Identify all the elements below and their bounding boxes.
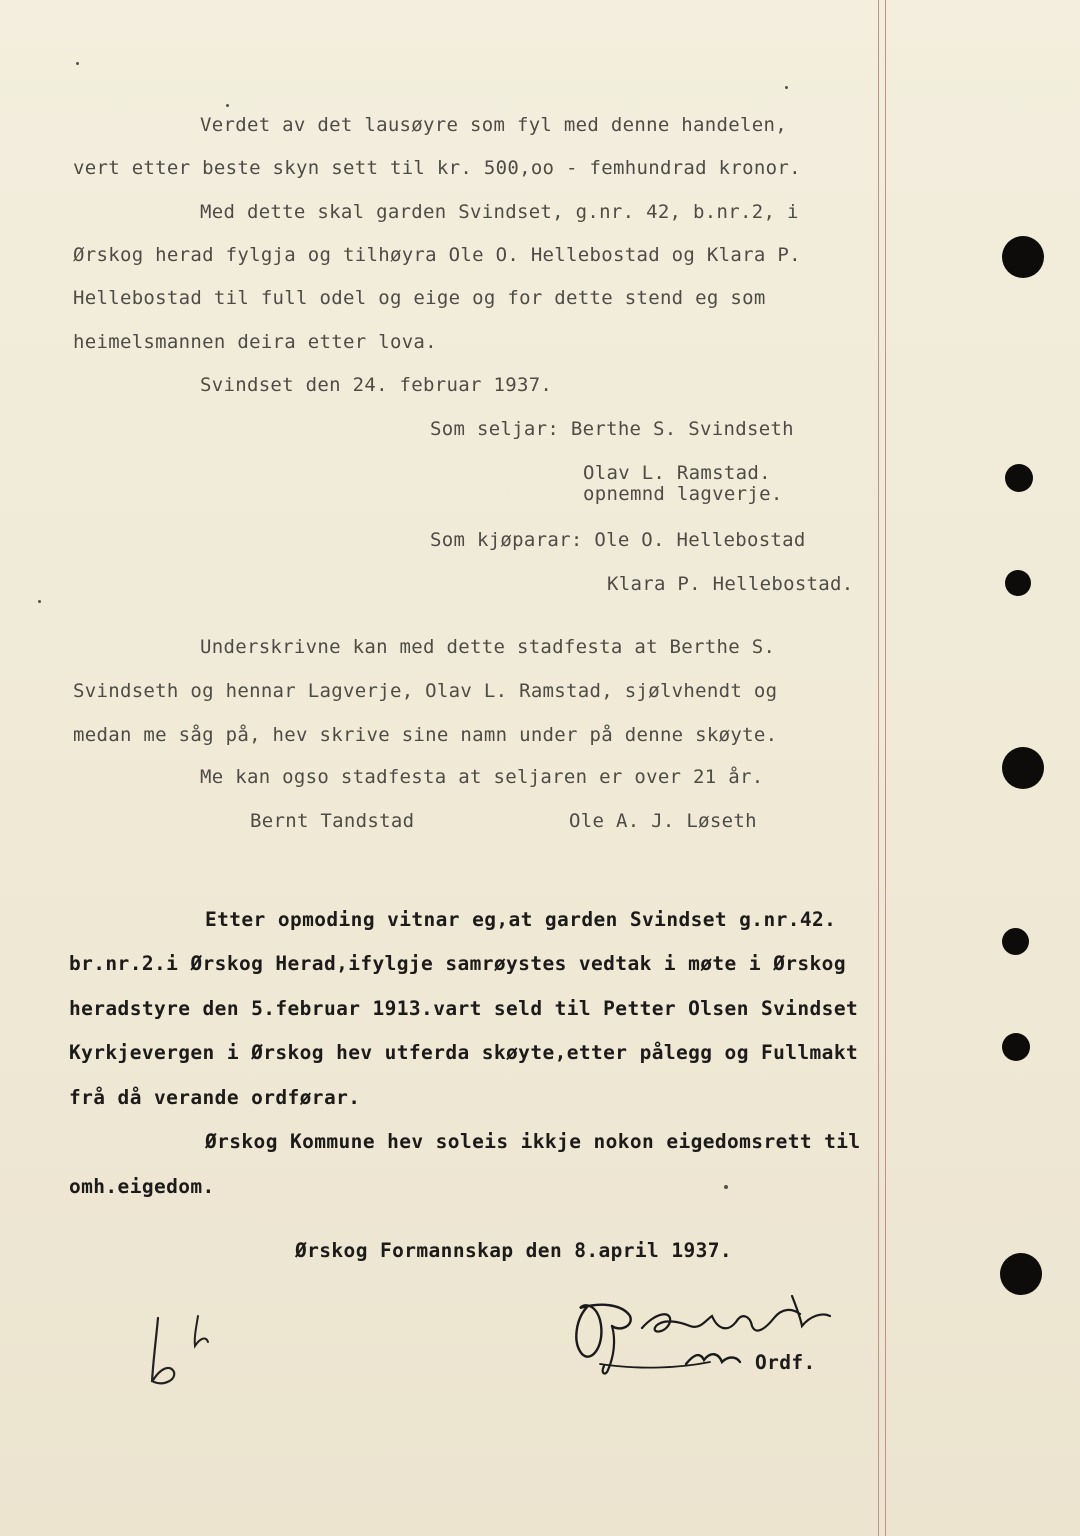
text-line: heimelsmannen deira etter lova. (73, 331, 437, 353)
text-line: Etter opmoding vitnar eg,at garden Svindset g.nr.42. (205, 908, 837, 931)
text-line: Ordf. (755, 1351, 816, 1374)
paper-speck (785, 86, 788, 89)
text-line: Olav L. Ramstad. (583, 462, 771, 484)
text-line: Svindseth og hennar Lagverje, Olav L. Ramstad, sjølvhendt og (73, 680, 778, 702)
text-line: Hellebostad til full odel og eige og for dette stend eg som (73, 287, 766, 309)
text-line: omh.eigedom. (69, 1175, 215, 1198)
text-line: Underskrivne kan med dette stadfesta at Berthe S. (200, 636, 776, 658)
paper-speck (724, 1185, 728, 1189)
margin-rule (885, 0, 886, 1536)
text-line: Som kjøparar: Ole O. Hellebostad (430, 529, 806, 551)
punch-hole (1002, 1033, 1030, 1061)
text-line: Klara P. Hellebostad. (607, 573, 854, 595)
paper-speck (38, 600, 41, 603)
text-line: Som seljar: Berthe S. Svindseth (430, 418, 794, 440)
text-line: Ørskog Formannskap den 8.april 1937. (295, 1239, 733, 1262)
punch-hole (1002, 928, 1029, 955)
punch-hole (1002, 236, 1044, 278)
text-line: br.nr.2.i Ørskog Herad,ifylgje samrøystes vedtak i møte i Ørskog (69, 952, 846, 975)
handwritten-signature (560, 1282, 840, 1382)
text-line: Kyrkjevergen i Ørskog hev utferda skøyte,etter pålegg og Fullmakt (69, 1041, 859, 1064)
text-line: Ørskog Kommune hev soleis ikkje nokon eigedomsrett til (205, 1130, 861, 1153)
punch-hole (1005, 570, 1031, 596)
text-line: Med dette skal garden Svindset, g.nr. 42, b.nr.2, i (200, 201, 799, 223)
text-line: Ørskog herad fylgja og tilhøyra Ole O. Hellebostad og Klara P. (73, 244, 801, 266)
text-line: medan me såg på, hev skrive sine namn under på denne skøyte. (73, 724, 778, 746)
punch-hole (1002, 747, 1044, 789)
text-line: frå då verande ordførar. (69, 1086, 361, 1109)
punch-hole (1000, 1253, 1042, 1295)
text-line: Me kan ogso stadfesta at seljaren er over 21 år. (200, 766, 764, 788)
margin-rule (878, 0, 879, 1536)
text-line: vert etter beste skyn sett til kr. 500,oo - femhundrad kronor. (73, 157, 801, 179)
text-line: Bernt Tandstad (250, 810, 415, 832)
handwritten-margin-mark (140, 1310, 230, 1390)
paper-speck (76, 62, 79, 65)
paper-speck (226, 104, 229, 107)
text-line: heradstyre den 5.februar 1913.vart seld til Petter Olsen Svindset (69, 997, 859, 1020)
text-line: Svindset den 24. februar 1937. (200, 374, 553, 396)
punch-hole (1005, 464, 1033, 492)
text-line: Verdet av det lausøyre som fyl med denne handelen, (200, 114, 787, 136)
text-line: opnemnd lagverje. (583, 483, 783, 505)
text-line: Ole A. J. Løseth (569, 810, 757, 832)
